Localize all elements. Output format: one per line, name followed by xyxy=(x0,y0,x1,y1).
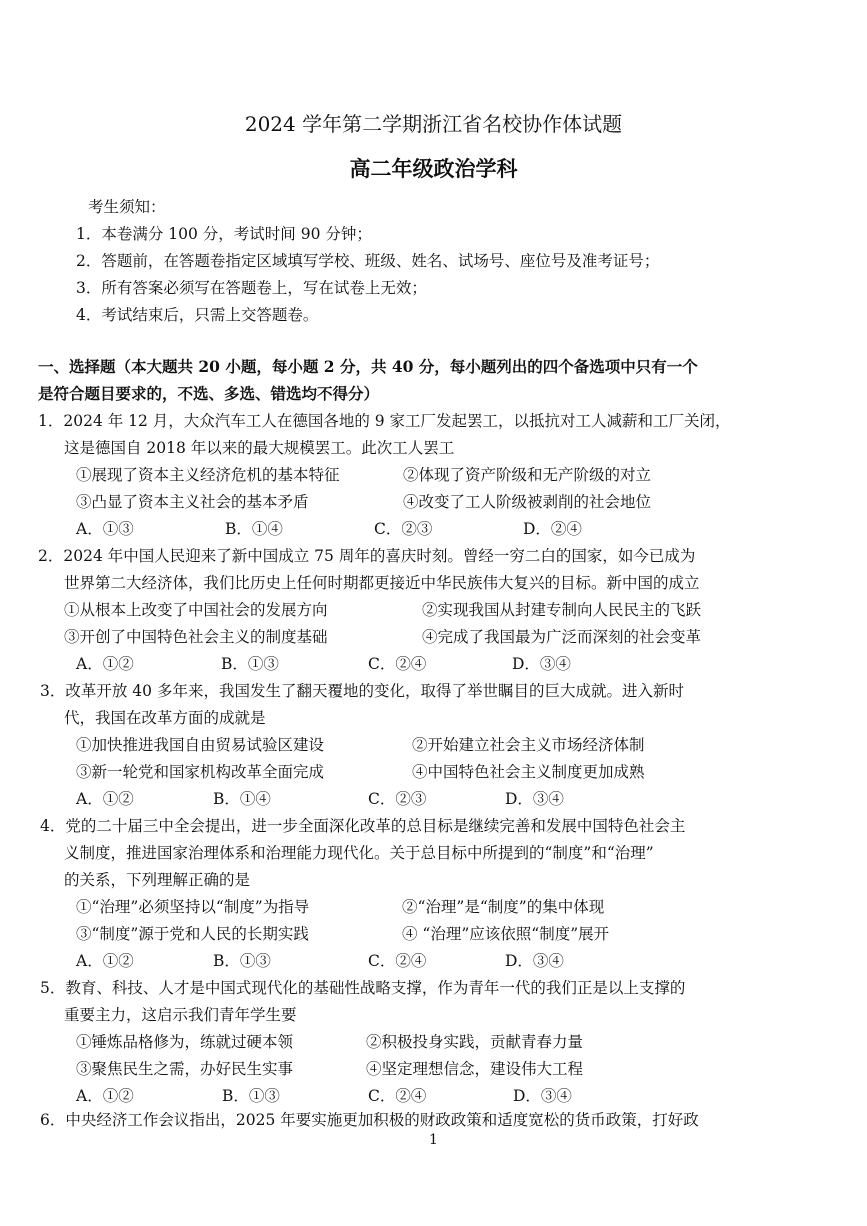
statement: ①“治理”必须坚持以“制度”为指导 xyxy=(76,898,310,916)
statement: ②积极投身实践，贡献青春力量 xyxy=(366,1033,584,1051)
statement: ④中国特色社会主义制度更加成熟 xyxy=(412,763,645,781)
choice-a: A．①③ xyxy=(76,520,134,538)
question-1-text: 这是德国自 2018 年以来的最大规模罢工。此次工人罢工 xyxy=(64,439,455,457)
question-4-text: 的关系，下列理解正确的是 xyxy=(64,871,251,889)
choice-a: A．①② xyxy=(76,655,134,673)
statement: ②体现了资产阶级和无产阶级的对立 xyxy=(403,466,652,484)
choice-b: B．①③ xyxy=(221,655,279,673)
statement: ④改变了工人阶级被剥削的社会地位 xyxy=(403,493,652,511)
question-6-text: 6．中央经济工作会议指出，2025 年要实施更加积极的财政政策和适度宽松的货币政策，打好政 xyxy=(40,1111,699,1129)
question-2-text: 世界第二大经济体，我们比历史上任何时期都更接近中华民族伟大复兴的目标。新中国的成立 xyxy=(64,574,700,592)
question-1-text: 1．2024 年 12 月，大众汽车工人在德国各地的 9 家工厂发起罢工，以抵抗对工人减薪和工厂关闭， xyxy=(38,412,731,430)
page-number: 1 xyxy=(429,1132,438,1148)
statement: ④ “治理”应该依照“制度”展开 xyxy=(402,925,610,943)
notice-item: 1．本卷满分 100 分，考试时间 90 分钟； xyxy=(76,225,372,243)
statement: ④坚定理想信念，建设伟大工程 xyxy=(366,1060,584,1078)
choice-b: B．①③ xyxy=(222,1087,280,1105)
notice-heading: 考生须知： xyxy=(88,198,166,216)
choice-d: D．③④ xyxy=(505,952,564,970)
exam-subtitle: 高二年级政治学科 xyxy=(349,156,518,181)
choice-c: C．②④ xyxy=(368,952,427,970)
question-4-text: 4．党的二十届三中全会提出，进一步全面深化改革的总目标是继续完善和发展中国特色社会主 xyxy=(40,817,686,835)
statement: ④完成了我国最为广泛而深刻的社会变革 xyxy=(422,628,702,646)
choice-d: D．③④ xyxy=(512,655,571,673)
choice-c: C．②④ xyxy=(368,655,427,673)
statement: ①加快推进我国自由贸易试验区建设 xyxy=(76,736,325,754)
section-heading-line-1: 一、选择题（本大题共 20 小题，每小题 2 分，共 40 分，每小题列出的四个备选项中只有一个 xyxy=(38,357,698,376)
statement: ③聚焦民生之需，办好民生实事 xyxy=(76,1060,294,1078)
statement: ③新一轮党和国家机构改革全面完成 xyxy=(76,763,325,781)
choice-b: B．①④ xyxy=(213,790,271,808)
choice-a: A．①② xyxy=(76,1087,134,1105)
question-5-text: 重要主力，这启示我们青年学生要 xyxy=(64,1006,297,1024)
statement: ③“制度”源于党和人民的长期实践 xyxy=(76,925,309,943)
choice-b: B．①④ xyxy=(225,520,283,538)
notice-item: 4．考试结束后，只需上交答题卷。 xyxy=(76,306,319,324)
question-4-text: 义制度，推进国家治理体系和治理能力现代化。关于总目标中所提到的“制度”和“治理” xyxy=(64,844,654,862)
choice-d: D．②④ xyxy=(523,520,582,538)
statement: ①展现了资本主义经济危机的基本特征 xyxy=(76,466,340,484)
choice-c: C．②③ xyxy=(368,790,427,808)
choice-a: A．①② xyxy=(76,790,134,808)
statement: ③凸显了资本主义社会的基本矛盾 xyxy=(76,493,309,511)
statement: ①从根本上改变了中国社会的发展方向 xyxy=(64,601,328,619)
choice-d: D．③④ xyxy=(513,1087,572,1105)
choice-c: C．②③ xyxy=(374,520,433,538)
choice-d: D．③④ xyxy=(505,790,564,808)
statement: ③开创了中国特色社会主义的制度基础 xyxy=(64,628,328,646)
question-2-text: 2．2024 年中国人民迎来了新中国成立 75 周年的喜庆时刻。曾经一穷二白的国家，如今已成为 xyxy=(38,547,696,565)
choice-b: B．①③ xyxy=(213,952,271,970)
statement: ②实现我国从封建专制向人民民主的飞跃 xyxy=(422,601,702,619)
question-5-text: 5．教育、科技、人才是中国式现代化的基础性战略支撑，作为青年一代的我们正是以上支撑的 xyxy=(40,979,686,997)
notice-item: 2．答题前，在答题卷指定区域填写学校、班级、姓名、试场号、座位号及准考证号； xyxy=(76,252,660,270)
statement: ②开始建立社会主义市场经济体制 xyxy=(412,736,645,754)
question-3-text: 3．改革开放 40 多年来，我国发生了翻天覆地的变化，取得了举世瞩目的巨大成就。进入新时 xyxy=(40,682,684,700)
statement: ①锤炼品格修为，练就过硬本领 xyxy=(76,1033,294,1051)
exam-title: 2024 学年第二学期浙江省名校协作体试题 xyxy=(244,112,623,136)
choice-a: A．①② xyxy=(76,952,134,970)
section-heading-line-2: 是符合题目要求的，不选、多选、错选均不得分） xyxy=(38,384,380,403)
choice-c: C．②④ xyxy=(368,1087,427,1105)
notice-item: 3．所有答案必须写在答题卷上，写在试卷上无效； xyxy=(76,279,427,297)
statement: ②“治理”是“制度”的集中体现 xyxy=(402,898,605,916)
question-3-text: 代，我国在改革方面的成就是 xyxy=(64,709,266,727)
